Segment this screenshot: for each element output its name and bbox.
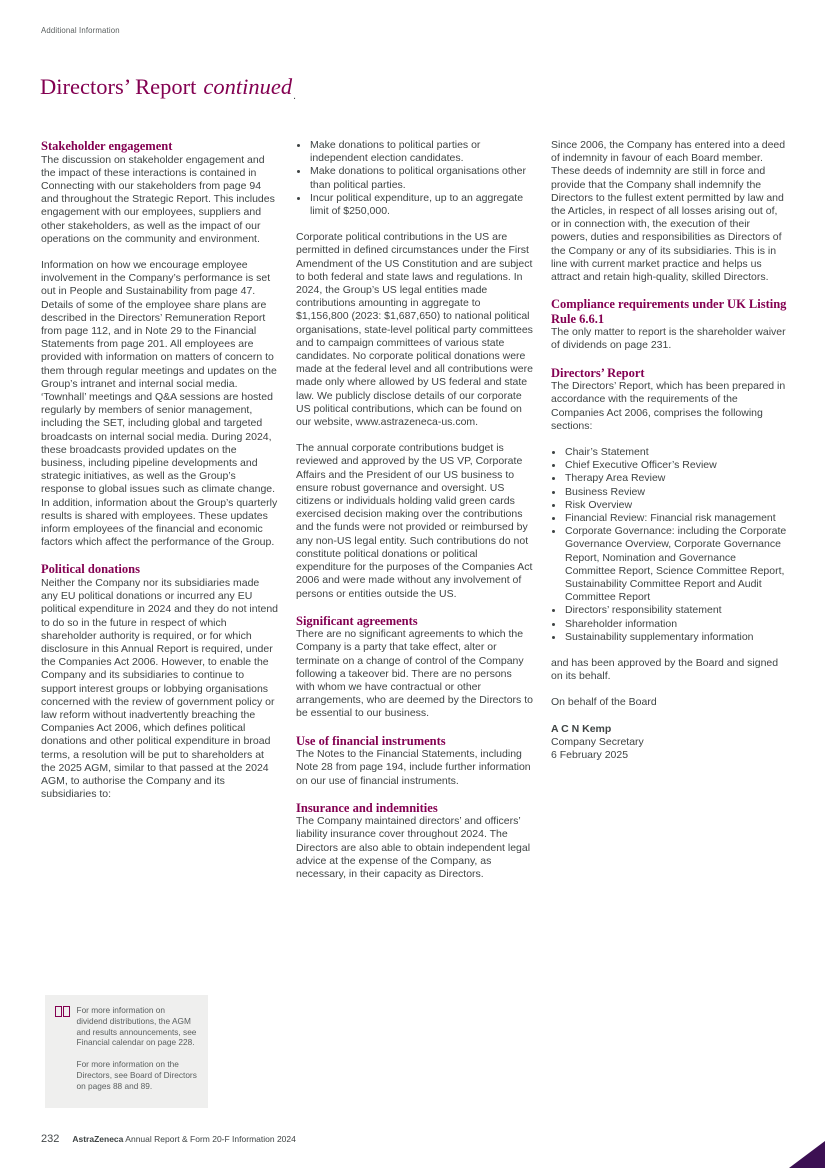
paragraph: The annual corporate contributions budget is reviewed and approved by the US VP, Corporate Affairs and the President of our US business to ensure robust governance and oversight. US citizens or individuals holding valid green cards exercised decision making over the contributions and the funds were not provided or reimbursed by any non-US legal entity. Such contributions do not constitute political donations or political expenditure for the purposes of the Companies Act 2006 and were made without any involvement of persons or entities outside the US. [296, 442, 533, 600]
bullet-item: • Financial Review: Financial risk management [564, 512, 788, 525]
paragraph: On behalf of the Board [551, 696, 657, 709]
column-2 [296, 139, 533, 894]
columns [41, 139, 788, 894]
book-right-page [63, 1006, 70, 1017]
section-eyebrow: Additional Information [41, 26, 120, 35]
bullet-item: • Directors’ responsibility statement [564, 604, 788, 617]
page-number: 232 [41, 1133, 60, 1145]
page-footer [41, 1133, 296, 1145]
paragraph: 6 February 2025 [551, 749, 629, 762]
page-title [40, 74, 292, 100]
open-book-icon [55, 1006, 70, 1098]
page-title-main: Directors’ Report [40, 74, 197, 99]
info-paragraph: For more information on dividend distributions, the AGM and results announcements, see Financial calendar on page 228. [76, 1005, 197, 1048]
footer-brand: AstraZeneca [72, 1134, 124, 1144]
info-paragraph: For more information on the Directors, see Board of Directors on pages 88 and 89. [76, 1059, 197, 1091]
bullet-item: • Shareholder information [564, 618, 788, 631]
column-3 [551, 139, 788, 894]
bullet-item: • Chief Executive Officer’s Review [564, 459, 788, 472]
page-title-continued: continued [203, 74, 293, 99]
paragraph: Corporate political contributions in the US are permitted in defined circumstances under the First Amendment of the US Constitution and are subject to both federal and state laws and regulations. In 2024, the Group’s US legal entities made contributions amounting in aggregate to $1,156,800 (2023: $1,687,650) to national political organisations, state-level political party committees and to campaign committees of various state candidates. No corporate political donations were made at the federal level and all contributions were made only where allowed by US federal and state law. We publicly disclose details of our corporate US political contributions, which can be found on our website, www.astrazeneca-us.com. [296, 231, 533, 429]
section-heading: Compliance requirements under UK Listing Rule 6.6.1 [551, 297, 787, 326]
paragraph: The Notes to the Financial Statements, including Note 28 from page 194, include further information on our use of financial instruments. [296, 748, 531, 787]
paragraph: There are no significant agreements to which the Company is a party that take effect, alter or terminate on a change of control of the Company following a takeover bid. There are no persons with whom we have contractual or other arrangements, who are deemed by the Directors to be essential to our business. [296, 628, 533, 720]
bullet-item: • Chair’s Statement [564, 446, 788, 459]
paragraph: The only matter to report is the shareholder waiver of dividends on page 231. [551, 326, 786, 352]
paragraph: Company Secretary [551, 735, 644, 748]
section-heading: Stakeholder engagement [41, 139, 173, 153]
paragraph: Since 2006, the Company has entered into a deed of indemnity in favour of each Board member. These deeds of indemnity are still in force and provide that the Company shall indemnify the Directors to the fullest extent permitted by law and the Articles, in respect of all losses arising out of, or in connection with, the execution of their powers, duties and responsibilities as Directors of the Company or any of its subsidiaries. This is in line with current market practice and helps us attract and retain high-quality, skilled Directors. [551, 139, 786, 284]
page-corner-triangle [789, 1141, 825, 1168]
paragraph: The Company maintained directors’ and officers’ liability insurance cover throughout 2024. The Directors are also able to obtain independent legal advice at the expense of the Company, as necessary, in their capacity as Directors. [296, 815, 531, 881]
section-heading: Significant agreements [296, 613, 418, 628]
book-left-page [55, 1006, 62, 1017]
bullet-item: • Incur political expenditure, up to an aggregate limit of $250,000. [309, 192, 533, 218]
more-information-text [77, 1005, 199, 1098]
section-heading: Directors’ Report [551, 365, 645, 380]
column-1 [41, 139, 278, 894]
stray-period-mark: . [293, 90, 297, 102]
paragraph: Neither the Company nor its subsidiaries made any EU political donations or incurred any EU political expenditure in 2024 and they do not intend to do so in the future in respect of which shareholder authority is required, or for which disclosure in this Annual Report is required, under the Companies Act 2006. However, to enable the Company and its subsidiaries to continue to support interest groups or lobbying organisations concerned with the review of government policy or law reform without inadvertently breaching the Companies Act 2006, which defines political donations and other political expenditure in broad terms, a resolution will be put to shareholders at the 2025 AGM, similar to that passed at the 2024 AGM, to authorise the Company and its subsidiaries to: [41, 576, 279, 801]
paragraph: Information on how we encourage employee involvement in the Company’s performance is set out in People and Sustainability from page 47. Details of some of the employee share plans are described in the Directors’ Remuneration Report from page 112, and in Note 29 to the Financial Statements from page 201. All employees are provided with information on matters of concern to them through regular meetings and updates on the Group’s intranet and internal social media. ‘Townhall’ meetings and Q&A sessions are hosted regularly by members of senior management, including the SET, including global and targeted broadcasts on internal social media. During 2024, these broadcasts provided updates on the business, including pipeline developments and strategic initiatives, as well as the Group’s response to global issues such as climate change. In addition, information about the Group’s quarterly results is shared with employees. These updates inform employees of the financial and economic factors which affect the performance of the Group. [41, 258, 278, 549]
bullet-list [296, 139, 533, 218]
bullet-item: • Make donations to political organisations other than political parties. [309, 165, 533, 191]
bullet-item: • Therapy Area Review [564, 472, 788, 485]
section-heading: Political donations [41, 562, 140, 577]
bullet-item: • Risk Overview [564, 499, 788, 512]
section-heading: Use of financial instruments [296, 733, 446, 748]
paragraph: The Directors’ Report, which has been prepared in accordance with the requirements of the Companies Act 2006, comprises the following sections: [551, 380, 786, 432]
bullet-list [551, 446, 788, 644]
bullet-item: • Sustainability supplementary information [564, 631, 788, 644]
footer-report-name: Annual Report & Form 20-F Information 2024 [125, 1134, 296, 1144]
bullet-item: • Business Review [564, 486, 788, 499]
paragraph: The discussion on stakeholder engagement and the impact of these interactions is contained in Connecting with our stakeholders from page 94 and throughout the Strategic Report. This includes engagement with our employees, suppliers and other stakeholders, as well as the impact of our operations on the community and environment. [41, 153, 275, 245]
bullet-item: • Make donations to political parties or independent election candidates. [309, 139, 533, 165]
more-information-box [45, 995, 208, 1108]
section-heading: Insurance and indemnities [296, 800, 438, 815]
paragraph: and has been approved by the Board and signed on its behalf. [551, 657, 779, 683]
bullet-item: • Corporate Governance: including the Corporate Governance Overview, Corporate Governance Report, Nomination and Governance Committee Report, Science Committee Report, Sustainability Committee Report and Audit Committee Report [564, 525, 788, 604]
paragraph: A C N Kemp [551, 722, 612, 735]
footer-text [72, 1134, 296, 1144]
